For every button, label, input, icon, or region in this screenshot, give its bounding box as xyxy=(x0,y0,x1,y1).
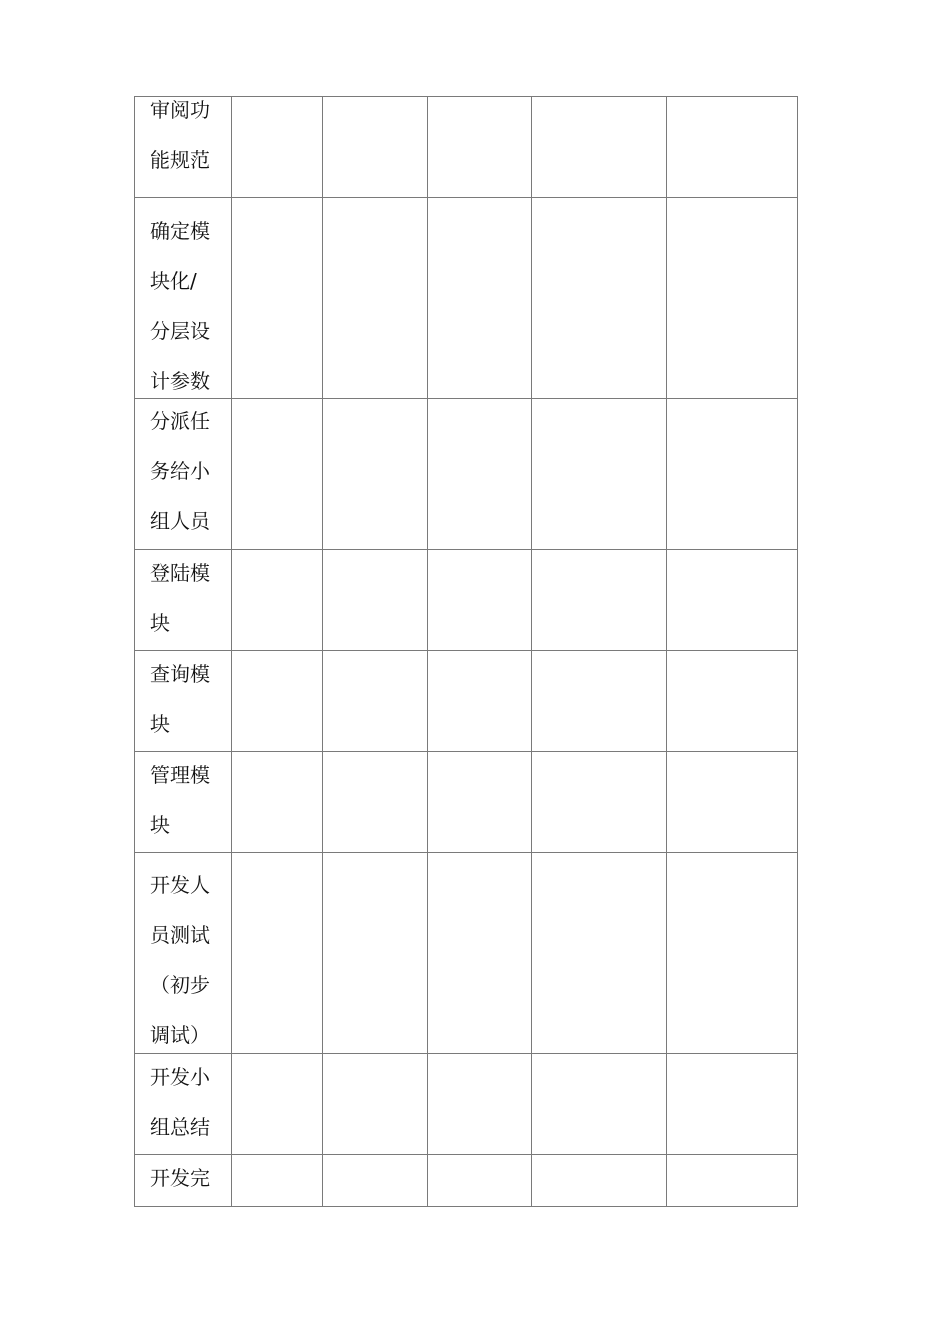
empty-cell xyxy=(532,853,667,1054)
empty-cell xyxy=(428,399,532,550)
row-label xyxy=(135,651,232,752)
empty-cell xyxy=(323,651,428,752)
empty-cell xyxy=(532,399,667,550)
empty-cell xyxy=(667,550,798,651)
empty-cell xyxy=(323,853,428,1054)
empty-cell xyxy=(232,97,323,198)
empty-cell xyxy=(667,97,798,198)
empty-cell xyxy=(232,752,323,853)
empty-cell xyxy=(323,198,428,399)
empty-cell xyxy=(323,97,428,198)
row-label xyxy=(135,550,232,651)
empty-cell xyxy=(428,853,532,1054)
row-label-text: 开发完 xyxy=(150,1166,210,1190)
empty-cell xyxy=(232,853,323,1054)
empty-cell xyxy=(667,853,798,1054)
empty-cell xyxy=(667,1054,798,1155)
row-label xyxy=(135,399,232,550)
row-label xyxy=(135,198,232,399)
row-label-text: 分派任 务给小 组人员 xyxy=(150,409,210,533)
row-label xyxy=(135,1155,232,1207)
table-row xyxy=(135,651,798,752)
empty-cell xyxy=(323,550,428,651)
row-label-text: 开发小 组总结 xyxy=(150,1065,210,1139)
empty-cell xyxy=(232,550,323,651)
row-label-text: 开发人 员测试 （初步 调试） xyxy=(150,873,210,1047)
table-row xyxy=(135,1155,798,1207)
empty-cell xyxy=(667,752,798,853)
table-row xyxy=(135,550,798,651)
empty-cell xyxy=(532,550,667,651)
row-label-text: 管理模 块 xyxy=(150,763,210,837)
empty-cell xyxy=(667,198,798,399)
empty-cell xyxy=(667,1155,798,1207)
empty-cell xyxy=(232,399,323,550)
row-label-text: 查询模 块 xyxy=(150,662,210,736)
empty-cell xyxy=(232,1054,323,1155)
table-row xyxy=(135,752,798,853)
row-label xyxy=(135,97,232,198)
empty-cell xyxy=(532,1054,667,1155)
empty-cell xyxy=(532,1155,667,1207)
table-row xyxy=(135,97,798,198)
table-row xyxy=(135,1054,798,1155)
empty-cell xyxy=(667,399,798,550)
empty-cell xyxy=(428,1155,532,1207)
task-table xyxy=(134,96,798,1207)
empty-cell xyxy=(428,651,532,752)
empty-cell xyxy=(532,97,667,198)
empty-cell xyxy=(428,550,532,651)
empty-cell xyxy=(232,651,323,752)
row-label-text: 确定模 块化/ 分层设 计参数 xyxy=(150,219,210,393)
table-row xyxy=(135,399,798,550)
row-label xyxy=(135,853,232,1054)
empty-cell xyxy=(232,198,323,399)
row-label-text: 审阅功 能规范 xyxy=(150,98,210,172)
empty-cell xyxy=(532,198,667,399)
row-label-text: 登陆模 块 xyxy=(150,561,210,635)
empty-cell xyxy=(323,1155,428,1207)
empty-cell xyxy=(232,1155,323,1207)
empty-cell xyxy=(428,97,532,198)
empty-cell xyxy=(428,1054,532,1155)
table-row xyxy=(135,853,798,1054)
empty-cell xyxy=(323,1054,428,1155)
row-label xyxy=(135,1054,232,1155)
row-label xyxy=(135,752,232,853)
table-body xyxy=(135,97,798,1207)
empty-cell xyxy=(428,752,532,853)
empty-cell xyxy=(667,651,798,752)
empty-cell xyxy=(323,399,428,550)
empty-cell xyxy=(532,752,667,853)
empty-cell xyxy=(532,651,667,752)
table-row xyxy=(135,198,798,399)
empty-cell xyxy=(428,198,532,399)
empty-cell xyxy=(323,752,428,853)
